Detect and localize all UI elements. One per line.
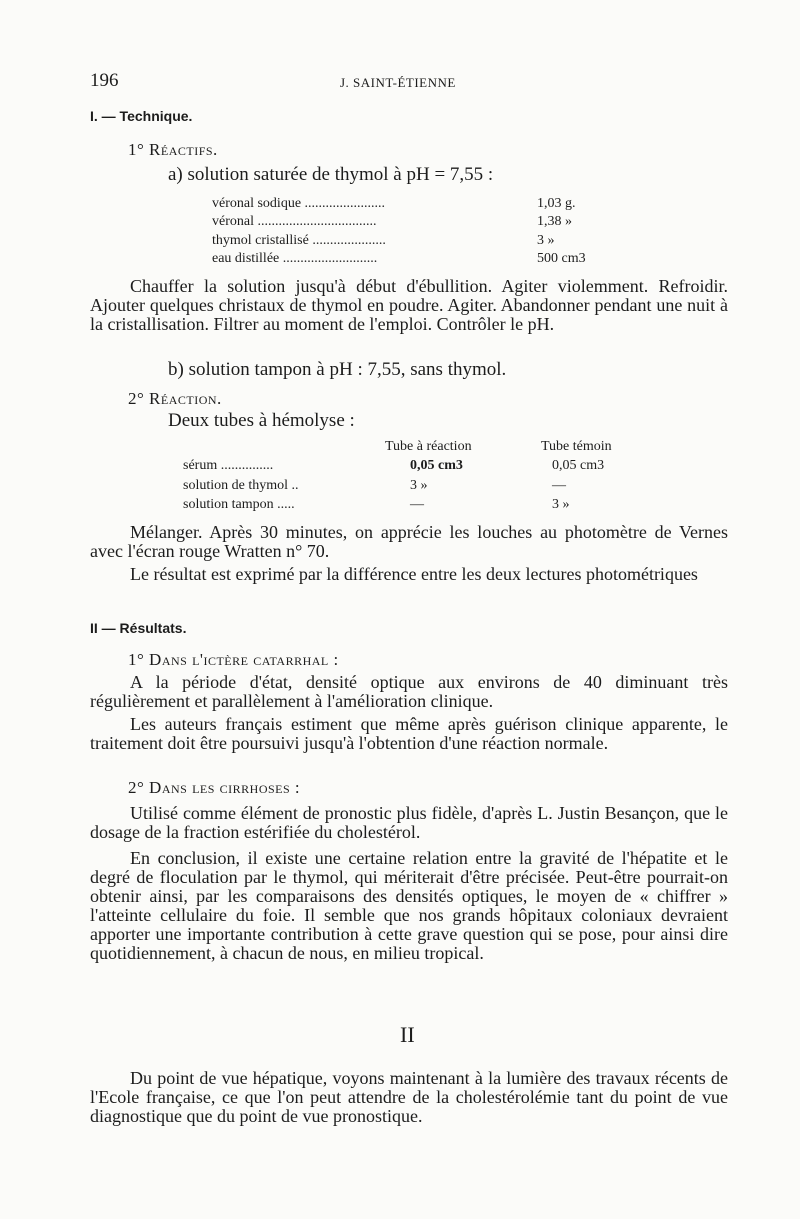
- table-cell: —: [410, 497, 424, 512]
- section-technique-title: I. — Technique.: [90, 108, 193, 124]
- table-row-label: solution de thymol ..: [183, 478, 299, 493]
- table-cell: 0,05 cm3: [410, 458, 463, 473]
- table-col-header-reaction: Tube à réaction: [385, 439, 472, 454]
- section-roman-numeral: II: [400, 1022, 415, 1047]
- table-cell: 0,05 cm3: [552, 458, 605, 473]
- reagent-value: 500 cm3: [537, 251, 586, 266]
- reaction-heading: 2° Réaction.: [128, 389, 222, 408]
- reagent-label: eau distillée ...........................: [212, 251, 378, 266]
- heading-cirrhosis: 2° Dans les cirrhoses :: [128, 778, 301, 797]
- heading-icterus: 1° Dans l'ictère catarrhal :: [128, 650, 339, 669]
- page-number: 196: [90, 70, 119, 91]
- paragraph-conclusion: En conclusion, il existe une certaine relation entre la gravité de l'hépatite et le degré de floculation par le thymol, qui mériterait d'être précisée. Peut-être pourrait-on obtenir ainsi, par les comparaisons des densités optiques, le moyen de « chiffrer » l'atteinte cellulaire du foie. Il semble que nos grands hôpitaux coloniaux devraient apporter une importante contribution à cette grave question qui se pose, pour ainsi dire quotidiennement, à chacun de nous, en milieu tropical.: [90, 848, 728, 963]
- table-cell: 3 »: [410, 478, 428, 493]
- paragraph-icterus-1: A la période d'état, densité optique aux environs de 40 diminuant très régulièrement et parallèlement à l'amélioration clinique.: [90, 672, 728, 711]
- section-results-title: II — Résultats.: [90, 620, 187, 636]
- paragraph-heat: Chauffer la solution jusqu'à début d'ébullition. Agiter violemment. Refroidir. Ajouter quelques christaux de thymol en poudre. Agiter. Abandonner pendant une nuit à la cristallisation. Filtrer au moment de l'emploi. Contrôler le pH.: [90, 276, 728, 334]
- paragraph-cirrhosis-1: Utilisé comme élément de pronostic plus fidèle, d'après L. Justin Besançon, que le dosage de la fraction estérifiée du cholestérol.: [90, 803, 728, 842]
- paragraph-icterus-2: Les auteurs français estiment que même après guérison clinique apparente, le traitement doit être poursuivi jusqu'à l'obtention d'une réaction normale.: [90, 714, 728, 753]
- reagent-value: 1,38 »: [537, 214, 572, 229]
- table-cell: 3 »: [552, 497, 570, 512]
- reagent-label: véronal sodique .......................: [212, 196, 386, 211]
- reagent-label: thymol cristallisé .....................: [212, 233, 386, 248]
- table-col-header-control: Tube témoin: [541, 439, 612, 454]
- running-head: J. SAINT-ÉTIENNE: [340, 75, 456, 90]
- table-row-label: solution tampon .....: [183, 497, 295, 512]
- tubes-intro: Deux tubes à hémolyse :: [168, 410, 355, 431]
- paragraph-mix: Mélanger. Après 30 minutes, on apprécie les louches au photomètre de Vernes avec l'écran rouge Wratten n° 70.: [90, 522, 728, 561]
- reagent-value: 3 »: [537, 233, 555, 248]
- solution-a-line: a) solution saturée de thymol à pH = 7,55 :: [168, 164, 494, 185]
- reagent-value: 1,03 g.: [537, 196, 576, 211]
- table-row-label: sérum ...............: [183, 458, 274, 473]
- solution-b-line: b) solution tampon à pH : 7,55, sans thymol.: [168, 359, 507, 380]
- reagent-label: véronal ..................................: [212, 214, 377, 229]
- paragraph-result: Le résultat est exprimé par la différence entre les deux lectures photométriques: [130, 564, 698, 584]
- paragraph-hepatic: Du point de vue hépatique, voyons maintenant à la lumière des travaux récents de l'Ecole française, ce que l'on peut attendre de la cholestérolémie tant du point de vue diagnostique que du point de vue pronostique.: [90, 1068, 728, 1126]
- reagents-heading: 1° Réactifs.: [128, 140, 218, 159]
- table-cell: —: [552, 478, 566, 493]
